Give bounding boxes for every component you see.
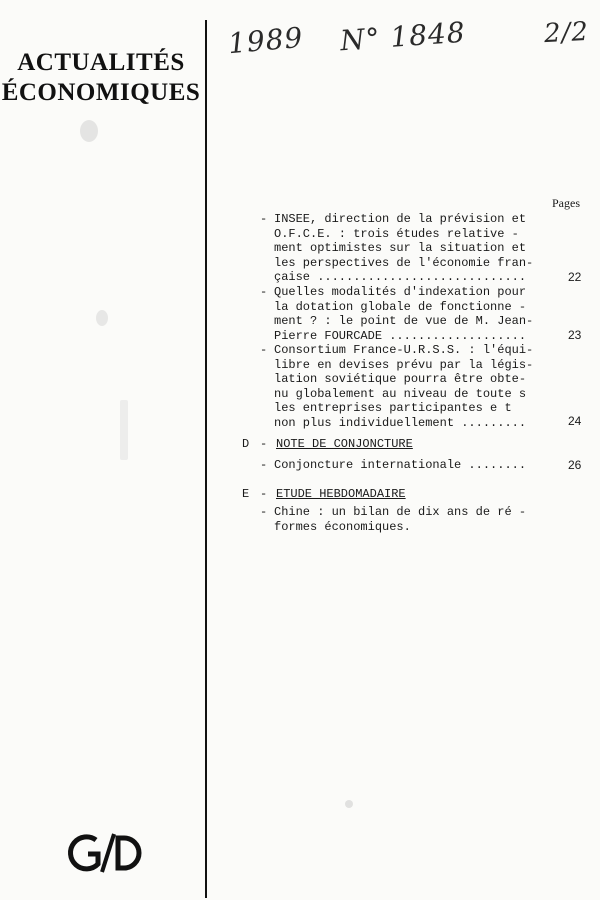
entry-line: Pierre FOURCADE ...................	[274, 328, 527, 343]
masthead	[0, 48, 202, 108]
masthead-line-2: ÉCONOMIQUES	[1, 79, 201, 106]
vertical-rule	[205, 20, 207, 898]
entry-line: ment ? : le point de vue de M. Jean-	[274, 314, 534, 328]
page-number: 26	[568, 458, 582, 472]
entry-line: nu globalement au niveau de toute s	[274, 386, 527, 401]
entry-line: Conjoncture internationale ........	[274, 458, 527, 472]
handwritten-number: N° 1848	[339, 15, 467, 58]
scan-speck	[345, 800, 353, 808]
scan-speck	[80, 120, 98, 142]
entry-line: Consortium France-U.R.S.S. : l'équi-	[274, 343, 534, 357]
gd-logo-icon	[58, 830, 158, 876]
section-d-letter: D	[242, 437, 250, 451]
pages-column-header: Pages	[552, 196, 580, 210]
section-e-title: ETUDE HEBDOMADAIRE	[276, 487, 406, 501]
section-e-letter: E	[242, 487, 250, 501]
section-d-title: NOTE DE CONJONCTURE	[276, 437, 413, 451]
entry-line: libre en devises prévu par la légis-	[274, 357, 534, 372]
entry-line: les perspectives de l'économie fran-	[274, 255, 534, 270]
entry-line: O.F.C.E. : trois études relative -	[274, 226, 519, 241]
masthead-line-1: ACTUALITÉS	[17, 49, 185, 76]
scan-speck	[96, 310, 108, 326]
entry-line: non plus individuellement .........	[274, 415, 527, 430]
entry-line: çaise .............................	[274, 270, 527, 284]
entry-line: INSEE, direction de la prévision et	[274, 212, 527, 226]
page-number: 23	[568, 328, 582, 342]
entry-line: ment optimistes sur la situation et	[274, 241, 527, 255]
page-number: 24	[568, 414, 582, 428]
entry-line: Quelles modalités d'indexation pour	[274, 285, 527, 299]
entry-line: les entreprises participantes e t	[274, 401, 512, 415]
scan-speck	[120, 400, 128, 460]
page-number: 22	[568, 270, 582, 284]
handwritten-year: 1989	[226, 20, 305, 61]
entry-line: formes économiques.	[274, 519, 411, 534]
entry-line: lation soviétique pourra être obte-	[274, 372, 527, 386]
handwritten-page: 2/2	[543, 16, 590, 50]
entry-line: la dotation globale de fonctionne -	[274, 299, 527, 314]
entry-line: Chine : un bilan de dix ans de ré -	[274, 505, 527, 519]
